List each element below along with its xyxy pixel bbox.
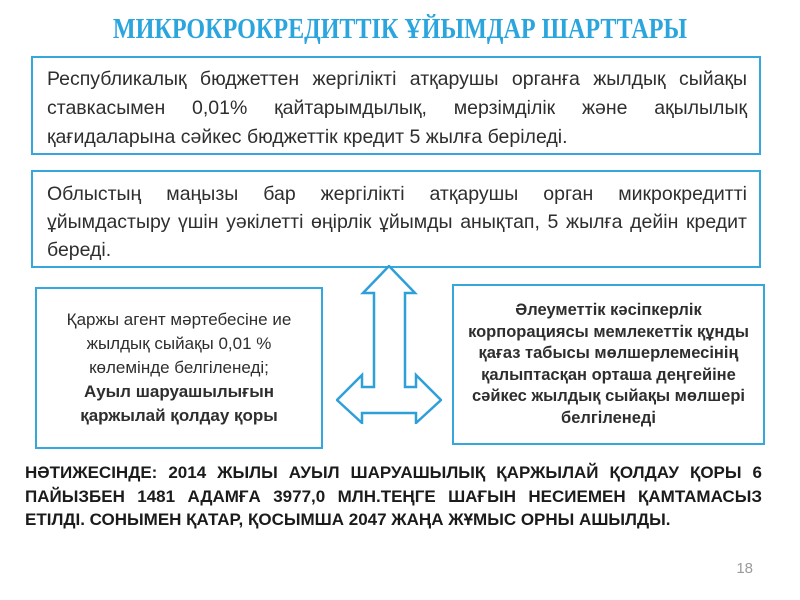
info-box-regional-authority xyxy=(31,170,761,268)
three-way-arrow-icon xyxy=(336,265,442,424)
result-summary-text: НӘТИЖЕСІНДЕ: 2014 ЖЫЛЫ АУЫЛ ШАРУАШЫЛЫҚ ҚАРЖЫЛАЙ ҚОЛДАУ ҚОРЫ 6 ПАЙЫЗБЕН 1481 АДАМҒА 3977,0 МЛН.ТЕҢГЕ ШАҒЫН НЕСИЕМЕН ҚАМТАМАСЫЗ ЕТІЛДІ. СОНЫМЕН ҚАТАР, ҚОСЫМША 2047 ЖАҢА ЖҰМЫС ОРНЫ АШЫЛДЫ. xyxy=(25,463,762,529)
info-box-social-corporation-text: Әлеуметтік кәсіпкерлік корпорациясы мемлекеттік құнды қағаз табысы мөлшерлемесінің қалыптасқан орташа деңгейіне сәйкес жылдық сыйақы мөлшері белгіленеді xyxy=(468,301,749,427)
info-box-republican-budget xyxy=(31,56,761,155)
info-box-agriculture-fund xyxy=(35,287,323,449)
agriculture-fund-name-text: Ауыл шаруашылығын қаржылай қолдау қоры xyxy=(80,382,278,425)
slide-title: МИКРОКРОКРЕДИТТІК ҰЙЫМДАР ШАРТТАРЫ xyxy=(112,14,688,45)
info-box-social-corporation xyxy=(452,284,765,445)
agriculture-fund-rate-text: Қаржы агент мәртебесіне ие жылдық сыйақы 0,01 % көлемінде белгіленеді; xyxy=(66,310,292,377)
info-box-regional-authority-text: Облыстың маңызы бар жергілікті атқарушы орган микрокредитті ұйымдастыру үшін уәкілетті өңірлік ұйымды анықтап, 5 жылға дейін кредит береді. xyxy=(47,183,747,261)
page-number: 18 xyxy=(736,560,753,577)
info-box-republican-budget-text: Республикалық бюджеттен жергілікті атқарушы органға жылдық сыйақы ставкасымен 0,01% қайтарымдылық, мерзімділік және ақылылық қағидаларына сәйкес бюджеттік кредит 5 жылға беріледі. xyxy=(47,68,747,148)
